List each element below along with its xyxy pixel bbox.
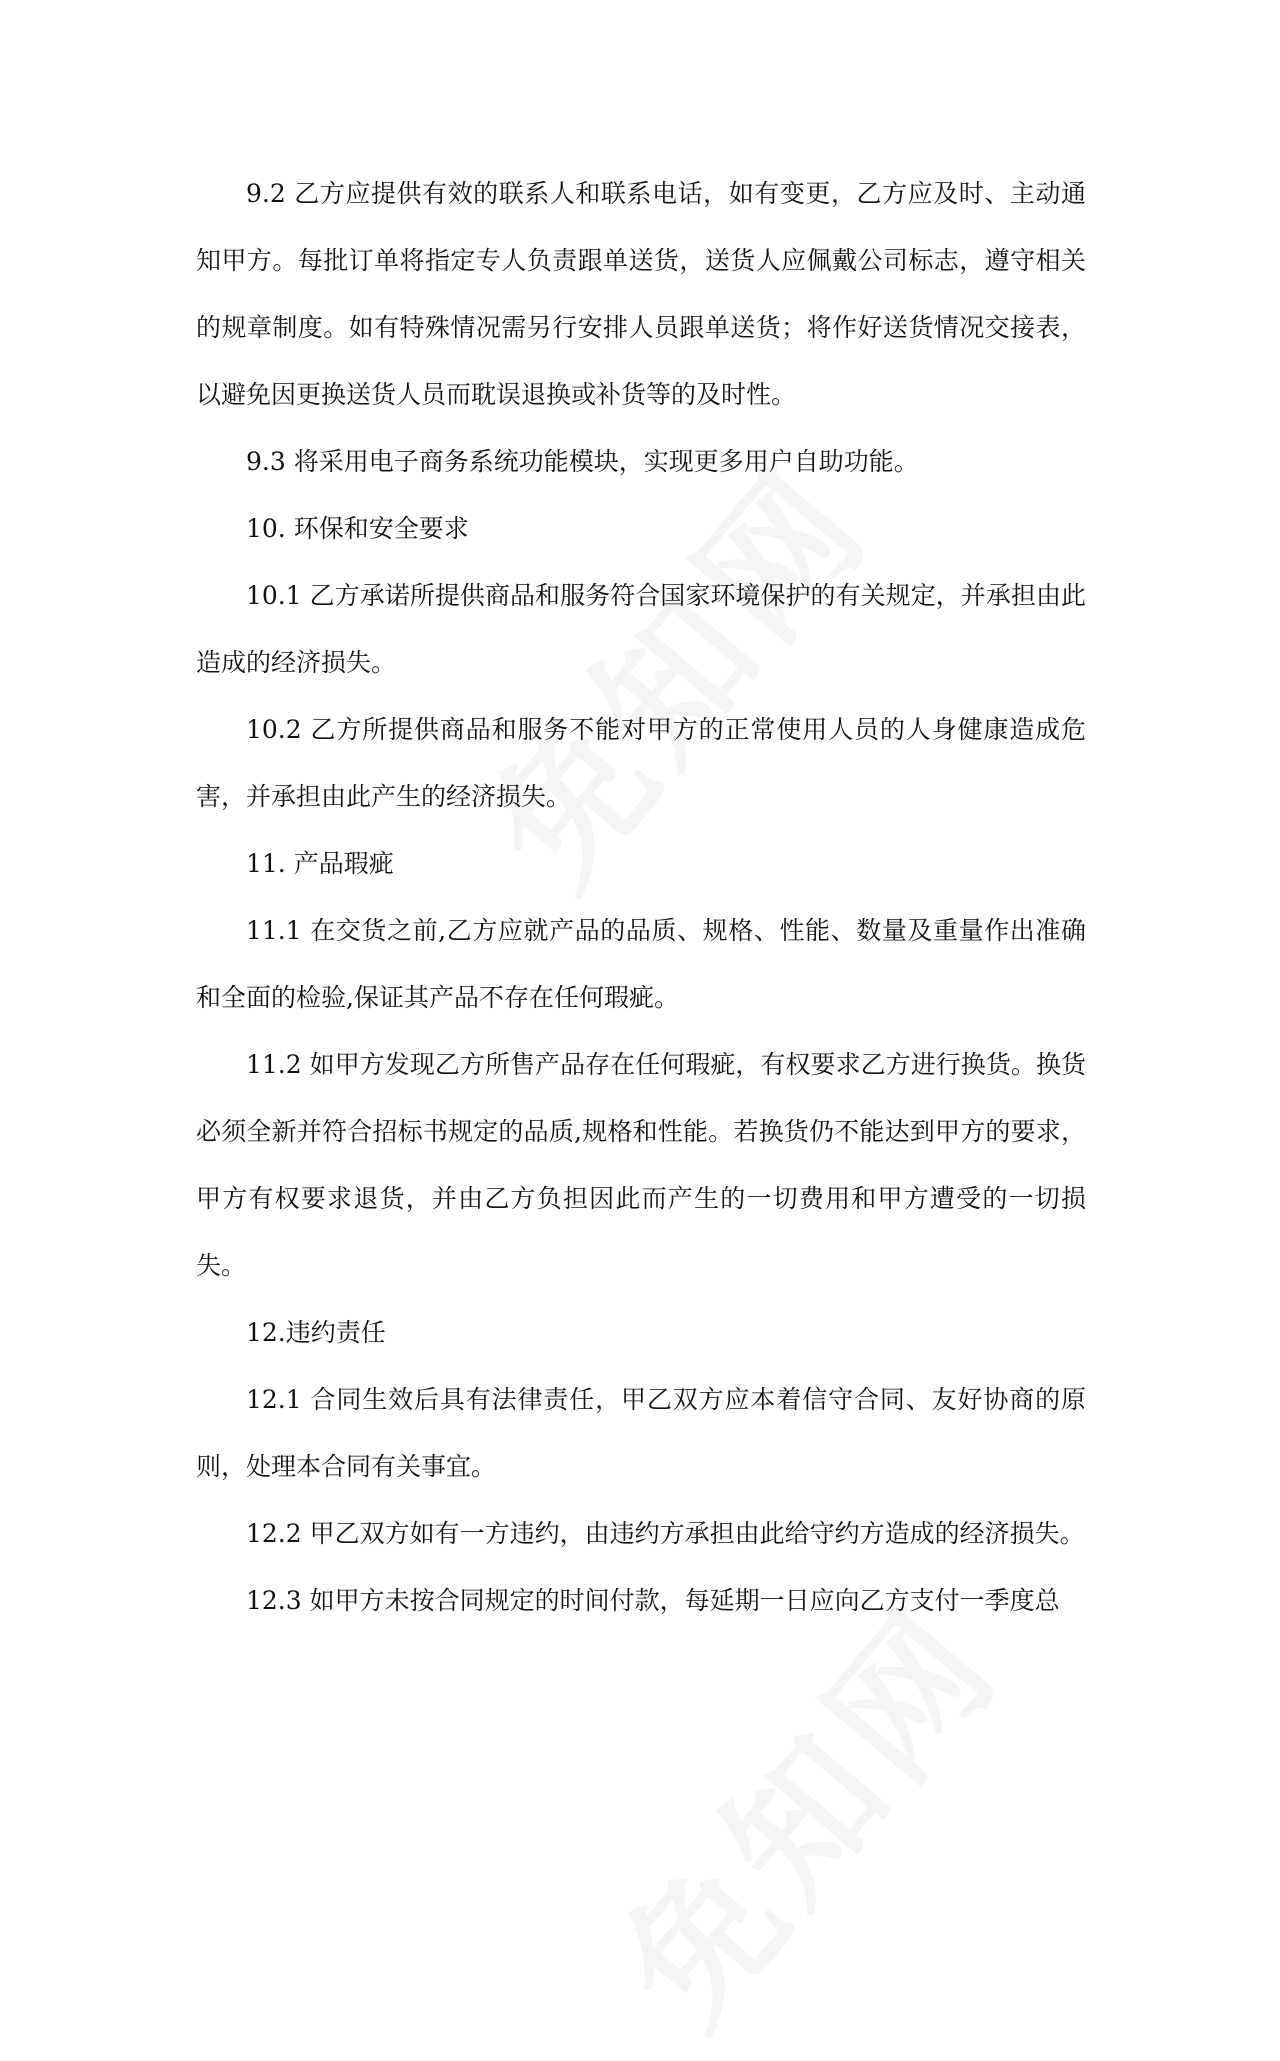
- paragraph-9-3: 9.3 将采用电子商务系统功能模块，实现更多用户自助功能。: [246, 447, 919, 476]
- paragraph-12-3: 12.3 如甲方未按合同规定的时间付款，每延期一日应向乙方支付一季度总: [246, 1586, 1060, 1615]
- section-heading-11: 11. 产品瑕疵: [246, 849, 394, 878]
- paragraph-12-2: 12.2 甲乙双方如有一方违约，由违约方承担由此给守约方造成的经济损失。: [246, 1519, 1085, 1548]
- section-heading-10: 10. 环保和安全要求: [246, 514, 469, 543]
- paragraph-11-2: 11.2 如甲方发现乙方所售产品存在任何瑕疵，有权要求乙方进行换货。换货必须全新并符合招标书规定的品质,规格和性能。若换货仍不能达到甲方的要求，甲方有权要求退货，并由乙方负担因此而产生的一切费用和甲方遭受的一切损失。: [196, 1050, 1086, 1280]
- paragraph-10-2: 10.2 乙方所提供商品和服务不能对甲方的正常使用人员的人身健康造成危害，并承担由此产生的经济损失。: [196, 715, 1086, 811]
- section-heading-12: 12.违约责任: [246, 1318, 386, 1347]
- paragraph-9-2: 9.2 乙方应提供有效的联系人和联系电话，如有变更，乙方应及时、主动通知甲方。每批订单将指定专人负责跟单送货，送货人应佩戴公司标志，遵守相关的规章制度。如有特殊情况需另行安排人员跟单送货；将作好送货情况交接表，以避免因更换送货人员而耽误退换或补货等的及时性。: [196, 179, 1086, 409]
- paragraph-11-1: 11.1 在交货之前,乙方应就产品的品质、规格、性能、数量及重量作出准确和全面的检验,保证其产品不存在任何瑕疵。: [196, 916, 1086, 1012]
- paragraph-12-1: 12.1 合同生效后具有法律责任，甲乙双方应本着信守合同、友好协商的原则，处理本合同有关事宜。: [196, 1385, 1086, 1481]
- paragraph-10-1: 10.1 乙方承诺所提供商品和服务符合国家环境保护的有关规定，并承担由此造成的经济损失。: [196, 581, 1086, 677]
- document-body: [196, 160, 1086, 1634]
